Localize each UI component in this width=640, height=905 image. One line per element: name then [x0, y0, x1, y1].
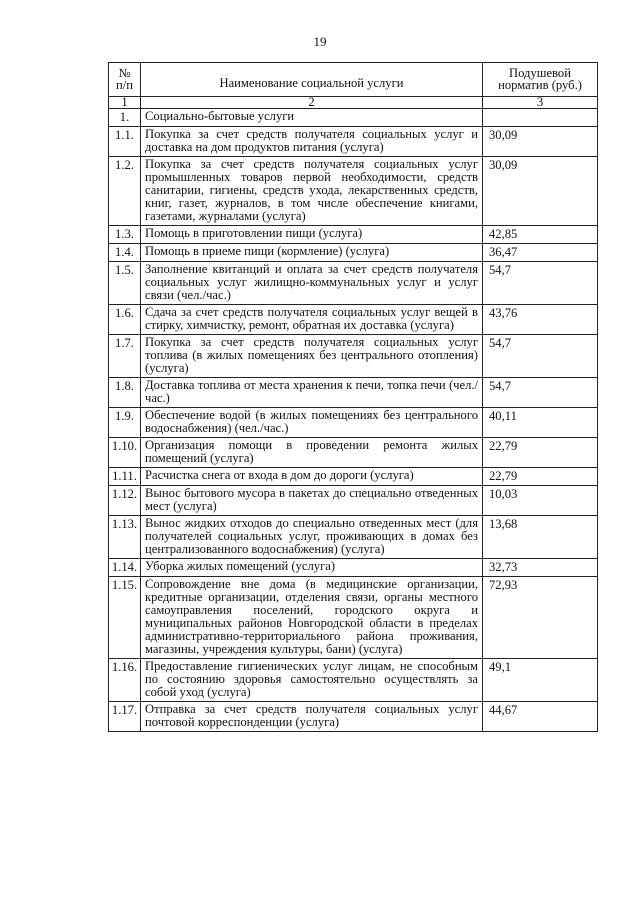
header-rate: Подушевой норматив (руб.): [483, 63, 598, 97]
service-name: Вынос бытового мусора в пакетах до специально отведенных мест (услуга): [141, 486, 483, 516]
service-rate: 10,03: [483, 486, 598, 516]
table-row: [109, 559, 598, 577]
row-number: 1.3.: [109, 226, 141, 244]
service-name: Покупка за счет средств получателя социальных услуг и доставка на дом продуктов питания (услуга): [141, 127, 483, 157]
service-name: Покупка за счет средств получателя социальных услуг промышленных товаров первой необходимости, средств санитарии, гигиены, средств ухода, лекарственных средств, книг, газет, журналов, в том числе обеспечение книгами, газетами, журналами (услуга): [141, 157, 483, 226]
table-row: [109, 516, 598, 559]
service-rate: 42,85: [483, 226, 598, 244]
service-name: Помощь в приготовлении пищи (услуга): [141, 226, 483, 244]
table-row: [109, 702, 598, 732]
row-number: 1.13.: [109, 516, 141, 559]
service-name: Доставка топлива от места хранения к печи, топка печи (чел./час.): [141, 378, 483, 408]
service-name: Расчистка снега от входа в дом до дороги (услуга): [141, 468, 483, 486]
service-name: Заполнение квитанций и оплата за счет средств получателя социальных услуг жилищно-коммунальных услуг и услуг связи (чел./час.): [141, 262, 483, 305]
column-number: 3: [483, 97, 598, 109]
service-rate: 22,79: [483, 468, 598, 486]
row-number: 1.9.: [109, 408, 141, 438]
row-number: 1.4.: [109, 244, 141, 262]
service-rate: 44,67: [483, 702, 598, 732]
service-rate: 40,11: [483, 408, 598, 438]
service-name: Предоставление гигиенических услуг лицам, не способным по состоянию здоровья самостоятельно осуществлять за собой уход (услуга): [141, 659, 483, 702]
table-row: [109, 335, 598, 378]
service-name: Вынос жидких отходов до специально отведенных мест (для получателей социальных услуг, проживающих в домах без централизованного водоснабжения) (услуга): [141, 516, 483, 559]
service-name: Сопровождение вне дома (в медицинские организации, кредитные организации, отделения связи, органы местного самоуправления поселений, городского округа и муниципальных районов Новгородской области в пределах административно-территориального района проживания, магазины, учреждения культуры, бани) (услуга): [141, 577, 483, 659]
table-row: [109, 127, 598, 157]
table-row: [109, 659, 598, 702]
service-name: Организация помощи в проведении ремонта жилых помещений (услуга): [141, 438, 483, 468]
table-row: [109, 305, 598, 335]
service-rate: 22,79: [483, 438, 598, 468]
row-number: 1.6.: [109, 305, 141, 335]
table-header-row: [109, 63, 598, 97]
table-row: [109, 378, 598, 408]
service-name: Социально-бытовые услуги: [141, 109, 483, 127]
column-number: 2: [141, 97, 483, 109]
table-row: [109, 157, 598, 226]
service-name: Помощь в приеме пищи (кормление) (услуга): [141, 244, 483, 262]
table-row: [109, 577, 598, 659]
row-number: 1.7.: [109, 335, 141, 378]
table-row: [109, 468, 598, 486]
service-rate: 30,09: [483, 127, 598, 157]
row-number: 1.12.: [109, 486, 141, 516]
row-number: 1.14.: [109, 559, 141, 577]
service-rate: 43,76: [483, 305, 598, 335]
service-name: Сдача за счет средств получателя социальных услуг вещей в стирку, химчистку, ремонт, обратная их доставка (услуга): [141, 305, 483, 335]
row-number: 1.2.: [109, 157, 141, 226]
row-number: 1.1.: [109, 127, 141, 157]
header-name: Наименование социальной услуги: [141, 63, 483, 97]
service-name: Покупка за счет средств получателя социальных услуг топлива (в жилых помещениях без центрального отопления) (услуга): [141, 335, 483, 378]
social-services-table: [108, 62, 598, 732]
column-number-row: [109, 97, 598, 109]
row-number: 1.8.: [109, 378, 141, 408]
service-rate: 72,93: [483, 577, 598, 659]
row-number: 1.10.: [109, 438, 141, 468]
column-number: 1: [109, 97, 141, 109]
table-row: [109, 244, 598, 262]
service-rate: 54,7: [483, 335, 598, 378]
page-number: 19: [313, 34, 327, 49]
row-number: 1.17.: [109, 702, 141, 732]
row-number: 1.5.: [109, 262, 141, 305]
service-rate: 49,1: [483, 659, 598, 702]
service-name: Обеспечение водой (в жилых помещениях без центрального водоснабжения) (чел./час.): [141, 408, 483, 438]
service-rate: 13,68: [483, 516, 598, 559]
header-num: № п/п: [109, 63, 141, 97]
table-row: [109, 438, 598, 468]
row-number: 1.16.: [109, 659, 141, 702]
row-number: 1.11.: [109, 468, 141, 486]
service-rate: 32,73: [483, 559, 598, 577]
service-rate: 54,7: [483, 262, 598, 305]
service-rate: 36,47: [483, 244, 598, 262]
row-number: 1.15.: [109, 577, 141, 659]
table-body: [109, 109, 598, 732]
table-row: [109, 486, 598, 516]
service-name: Уборка жилых помещений (услуга): [141, 559, 483, 577]
service-name: Отправка за счет средств получателя социальных услуг почтовой корреспонденции (услуга): [141, 702, 483, 732]
table-row: [109, 109, 598, 127]
service-rate: 54,7: [483, 378, 598, 408]
service-rate: [483, 109, 598, 127]
table-row: [109, 408, 598, 438]
table-row: [109, 262, 598, 305]
service-rate: 30,09: [483, 157, 598, 226]
row-number: 1.: [109, 109, 141, 127]
table-row: [109, 226, 598, 244]
